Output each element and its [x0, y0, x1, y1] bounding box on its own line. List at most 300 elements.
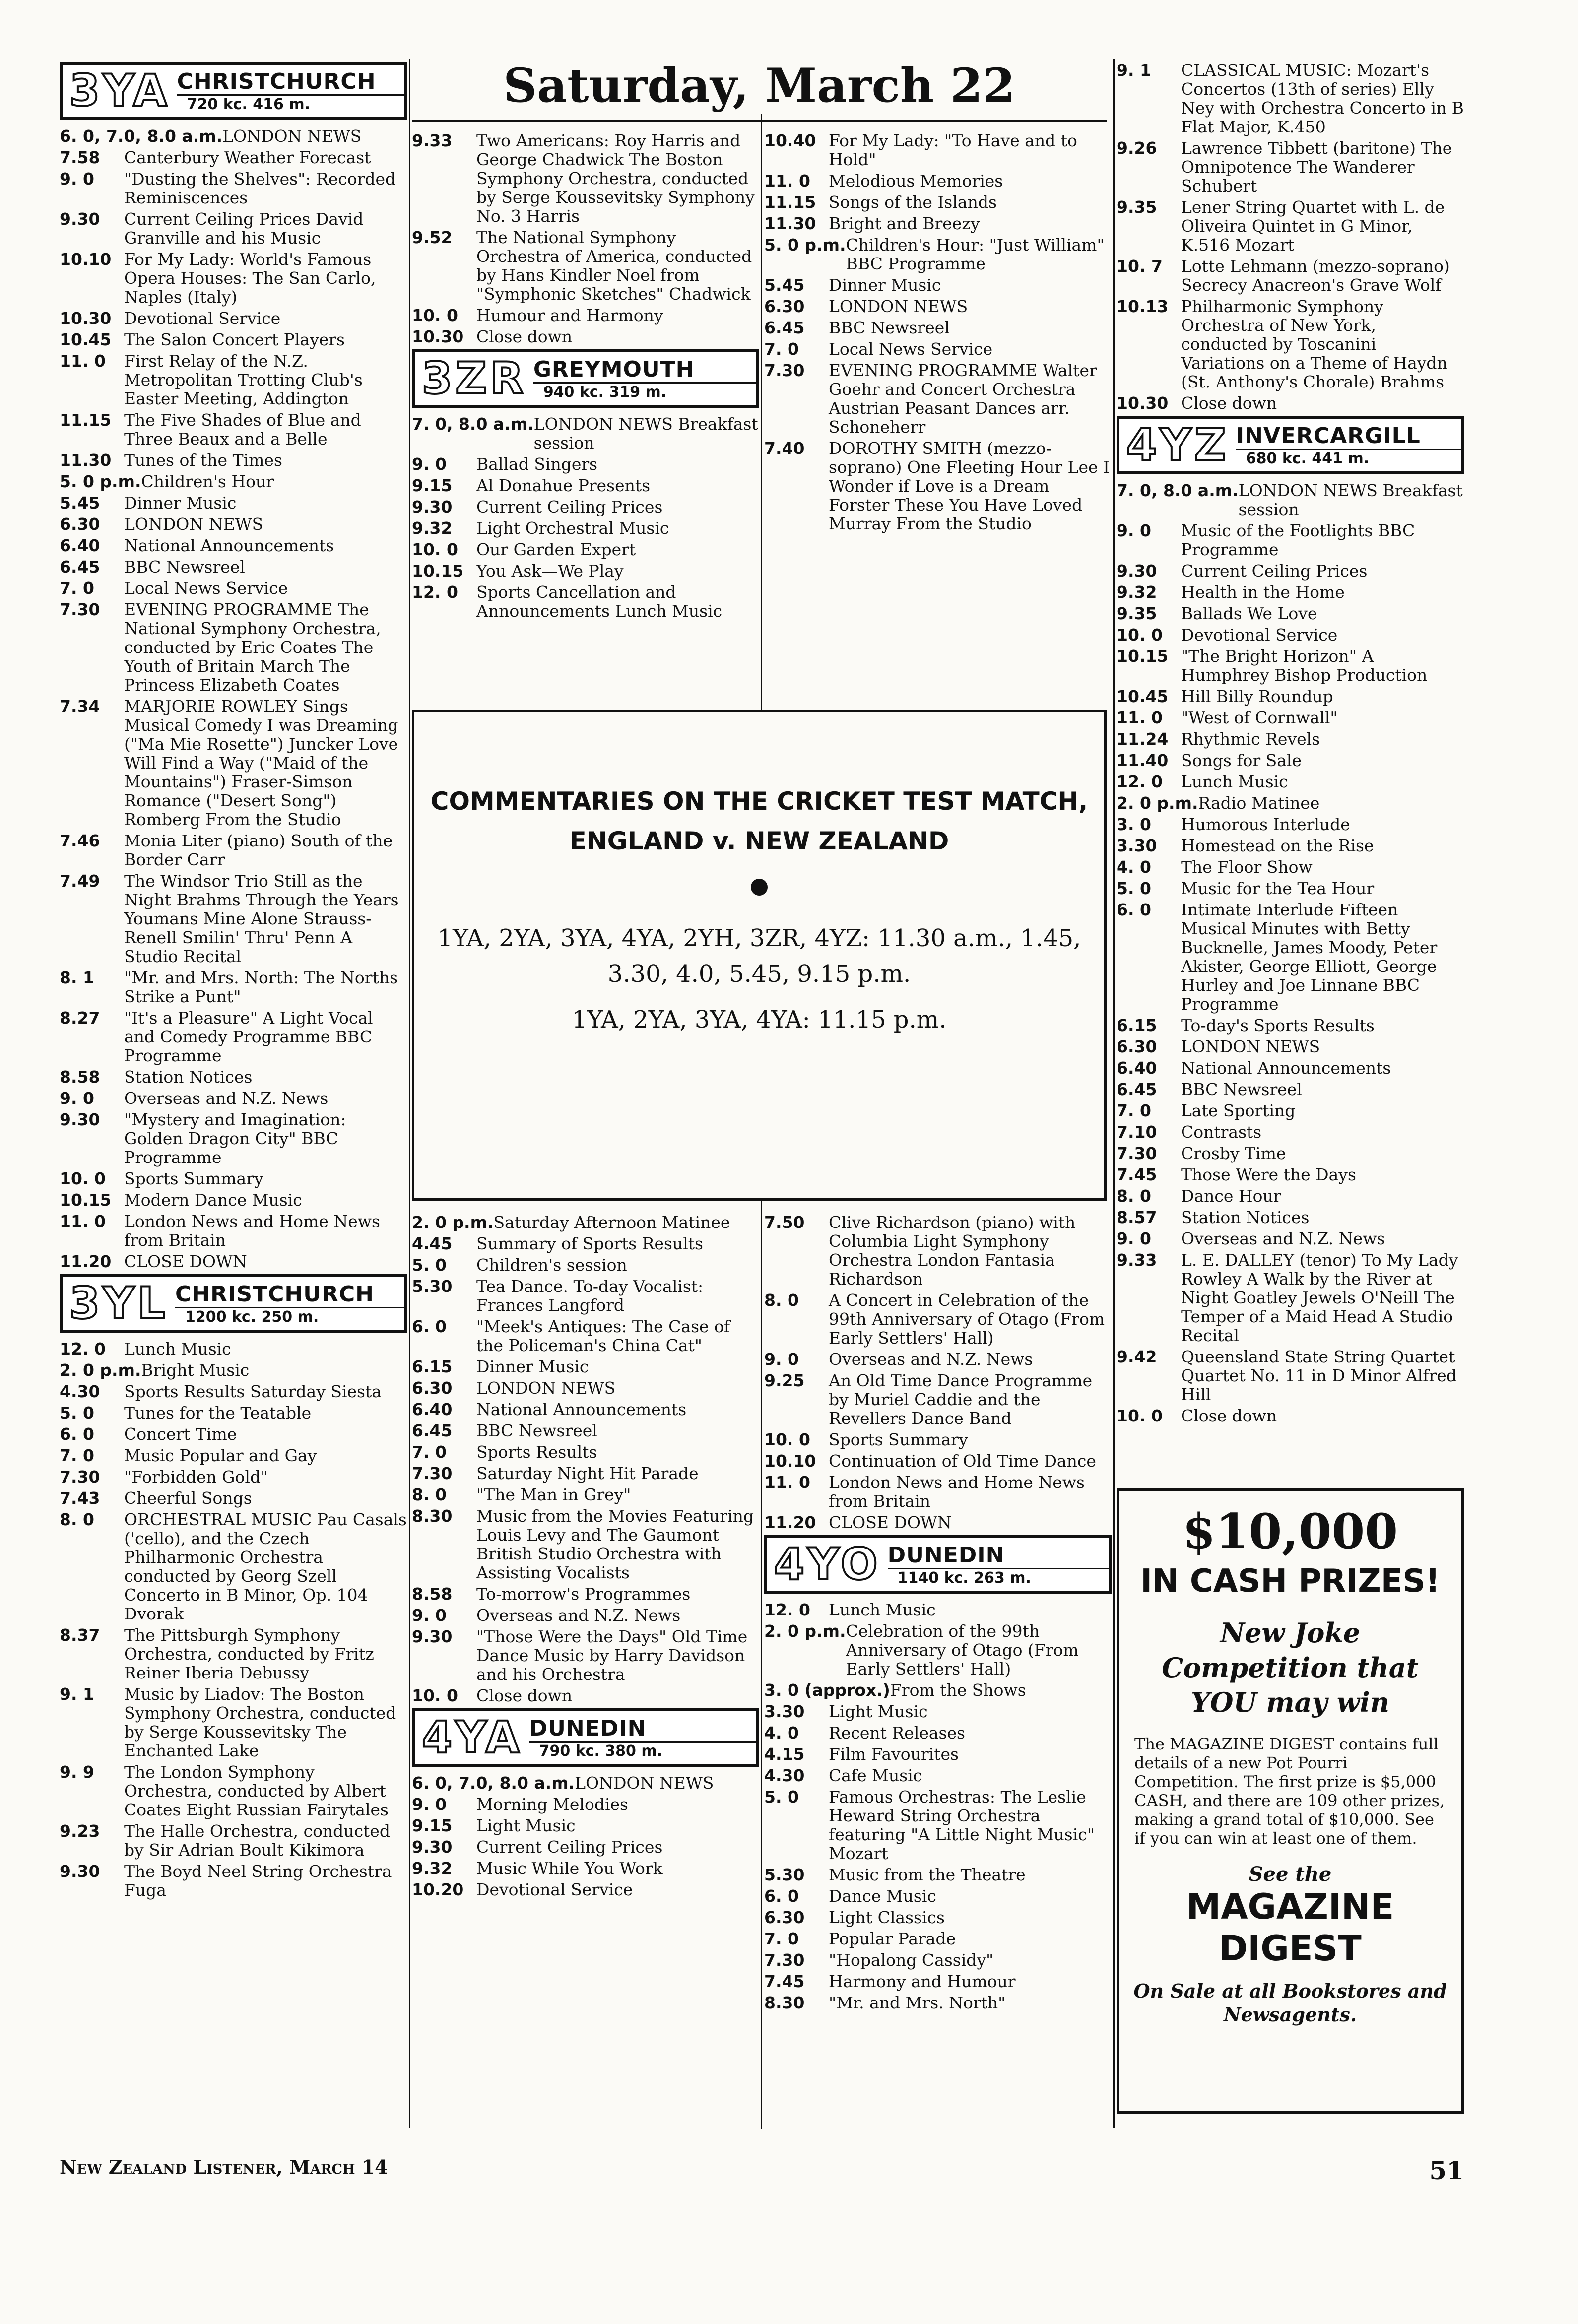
schedule-row — [764, 1724, 1112, 1743]
schedule-row — [1117, 394, 1464, 413]
schedule-row — [60, 330, 407, 349]
schedule-row — [1117, 562, 1464, 581]
schedule-3yl — [60, 1340, 407, 1900]
station-frequency: 720 kc. 416 m. — [187, 95, 311, 113]
schedule-row — [764, 131, 1112, 169]
station-city: DUNEDIN — [529, 1716, 756, 1743]
schedule-row — [1117, 751, 1464, 770]
schedule-time: 11.15 — [764, 193, 816, 212]
schedule-program: Devotional Service — [124, 309, 281, 328]
schedule-program: Close down — [476, 1686, 573, 1705]
schedule-row — [412, 519, 759, 538]
schedule-time: 10.10 — [60, 250, 112, 269]
schedule-program: "Hopalong Cassidy" — [829, 1950, 994, 1970]
schedule-row — [1117, 583, 1464, 602]
schedule-time: 7.50 — [764, 1213, 805, 1232]
schedule-row — [764, 193, 1112, 212]
schedule-program: Saturday Night Hit Parade — [476, 1464, 699, 1483]
schedule-row — [60, 600, 407, 695]
schedule-row — [412, 476, 759, 495]
schedule-row — [60, 411, 407, 449]
schedule-row — [412, 1256, 759, 1275]
schedule-time: 2. 0 p.m. — [764, 1621, 846, 1641]
station-header-3ya — [60, 62, 407, 120]
schedule-time: 6. 0, 7.0, 8.0 a.m. — [412, 1773, 575, 1793]
schedule-row — [412, 327, 759, 346]
station-city: GREYMOUTH — [533, 357, 756, 384]
schedule-program: For My Lady: World's Famous Opera Houses: The San Carlo, Naples (Italy) — [124, 250, 376, 307]
ad-tagline: New Joke Competition that YOU may win — [1162, 1617, 1419, 1718]
schedule-program: "The Bright Horizon" A Humphrey Bishop Production — [1181, 646, 1428, 685]
schedule-row — [1117, 1037, 1464, 1056]
station-frequency: 790 kc. 380 m. — [539, 1742, 663, 1760]
schedule-program: LONDON NEWS — [476, 1378, 616, 1398]
schedule-row — [60, 1626, 407, 1682]
schedule-program: The Pittsburgh Symphony Orchestra, conducted by Fritz Reiner Iberia Debussy — [124, 1625, 374, 1682]
schedule-row — [60, 1110, 407, 1167]
station-city: CHRISTCHURCH — [177, 69, 404, 96]
schedule-time: 3. 0 — [1117, 815, 1151, 834]
ad-on-sale: On Sale at all Bookstores and Newsagents. — [1133, 1980, 1447, 2026]
schedule-row — [412, 1606, 759, 1625]
schedule-program: Dance Hour — [1181, 1186, 1281, 1206]
cricket-times-1: 1YA, 2YA, 3YA, 4YA, 2YH, 3ZR, 4YZ: 11.30 a.m., 1.45, 3.30, 4.0, 5.45, 9.15 p.m. — [437, 924, 1081, 988]
schedule-time: 5. 0 p.m. — [764, 235, 846, 255]
schedule-time: 9. 0 — [60, 1089, 94, 1108]
schedule-row — [412, 131, 759, 226]
schedule-program: An Old Time Dance Programme by Muriel Caddie and the Revellers Dance Band — [829, 1371, 1093, 1428]
schedule-program: ORCHESTRAL MUSIC Pau Casals ('cello), and the Czech Philharmonic Orchestra conducted by Georg Szell Concerto in B Minor, Op. 104 Dvorak — [124, 1510, 407, 1623]
schedule-time: 7.46 — [60, 831, 100, 850]
schedule-row — [60, 558, 407, 577]
schedule-row — [1117, 1348, 1464, 1404]
schedule-time: 5. 0 — [764, 1787, 799, 1807]
schedule-program: Devotional Service — [1181, 625, 1338, 645]
schedule-time: 7.10 — [1117, 1122, 1157, 1142]
schedule-time: 6.30 — [412, 1378, 453, 1398]
schedule-time: 6.30 — [764, 297, 805, 316]
schedule-program: Lener String Quartet with L. de Oliveira Quintet in G Minor, K.516 Mozart — [1181, 197, 1445, 255]
schedule-time: 6.40 — [412, 1400, 453, 1419]
schedule-time: 10. 0 — [412, 1686, 458, 1705]
schedule-row — [412, 306, 759, 325]
schedule-program: Music by Liadov: The Boston Symphony Orchestra, conducted by Serge Koussevitsky The Enchanted Lake — [124, 1684, 396, 1760]
schedule-program: From the Shows — [890, 1680, 1026, 1700]
schedule-row — [1117, 257, 1464, 295]
station-frequency: 1140 kc. 263 m. — [897, 1569, 1031, 1587]
schedule-row — [60, 1212, 407, 1250]
schedule-row — [412, 415, 759, 452]
schedule-program: Dinner Music — [124, 493, 237, 513]
schedule-program: The Boyd Neel String Orchestra Fuga — [124, 1862, 392, 1900]
schedule-program: Current Ceiling Prices — [1181, 561, 1368, 581]
schedule-row — [764, 1930, 1112, 1948]
schedule-time: 10.15 — [1117, 646, 1169, 666]
schedule-row — [60, 1404, 407, 1422]
schedule-time: 10.30 — [412, 327, 464, 346]
schedule-row — [764, 1681, 1112, 1700]
schedule-row — [1117, 1251, 1464, 1345]
page-number: 51 — [1429, 2156, 1464, 2185]
schedule-row — [60, 1468, 407, 1486]
schedule-row — [1117, 1016, 1464, 1035]
schedule-time: 7. 0 — [412, 1442, 447, 1462]
schedule-program: EVENING PROGRAMME Walter Goehr and Concert Orchestra Austrian Peasant Dances arr. Schoneherr — [829, 361, 1097, 437]
schedule-time: 9. 0 — [412, 1606, 447, 1625]
schedule-time: 7. 0 — [60, 1446, 94, 1465]
schedule-row — [412, 1838, 759, 1857]
schedule-program: LONDON NEWS — [829, 297, 968, 316]
schedule-time: 12. 0 — [412, 582, 458, 602]
schedule-row — [412, 1317, 759, 1355]
schedule-time: 11.24 — [1117, 729, 1169, 749]
schedule-row — [764, 1622, 1112, 1678]
schedule-time: 8. 0 — [60, 1510, 94, 1529]
schedule-program: Light Music — [476, 1816, 576, 1835]
column-3 — [764, 129, 1112, 536]
schedule-time: 2. 0 p.m. — [1117, 793, 1198, 813]
schedule-time: 7.45 — [764, 1972, 805, 1991]
schedule-time: 11.15 — [60, 410, 112, 430]
schedule-row — [764, 1473, 1112, 1511]
schedule-program: Lotte Lehmann (mezzo-soprano) Secrecy Anacreon's Grave Wolf — [1181, 257, 1450, 295]
schedule-program: Summary of Sports Results — [476, 1234, 703, 1253]
schedule-row — [412, 1421, 759, 1440]
schedule-row — [1117, 773, 1464, 791]
schedule-time: 10.45 — [60, 330, 112, 349]
schedule-time: 8. 1 — [60, 968, 94, 987]
schedule-program: BBC Newsreel — [124, 557, 245, 577]
schedule-row — [412, 1213, 759, 1232]
cricket-heading: COMMENTARIES ON THE CRICKET TEST MATCH, ENGLAND v. NEW ZEALAND — [430, 787, 1088, 855]
schedule-3zr — [412, 415, 759, 621]
schedule-row — [1117, 604, 1464, 623]
schedule-time: 8. 0 — [1117, 1186, 1151, 1206]
schedule-time: 6. 0 — [1117, 900, 1151, 919]
schedule-time: 6. 0 — [412, 1317, 447, 1336]
column-divider — [761, 1201, 762, 2129]
schedule-row — [764, 1972, 1112, 1991]
schedule-row — [60, 1169, 407, 1188]
schedule-program: Radio Matinee — [1198, 793, 1320, 813]
schedule-row — [60, 697, 407, 829]
schedule-4ya — [412, 1774, 759, 1899]
schedule-program: Harmony and Humour — [829, 1972, 1016, 1991]
schedule-program: Melodious Memories — [829, 171, 1003, 191]
schedule-program: MARJORIE ROWLEY Sings Musical Comedy I was Dreaming ("Ma Mie Rosette") Juncker Love Will Find a Way ("Maid of the Mountains") Fraser-Simson Romance ("Desert Song") Romberg From the Studio — [124, 697, 398, 829]
schedule-program: Close down — [476, 327, 573, 346]
schedule-time: 8. 0 — [412, 1485, 447, 1504]
schedule-program: Cheerful Songs — [124, 1488, 252, 1508]
schedule-time: 8.58 — [60, 1067, 100, 1087]
schedule-row — [764, 1291, 1112, 1348]
ad-see-the: See the — [1249, 1863, 1332, 1886]
schedule-time: 8.27 — [60, 1008, 100, 1028]
schedule-time: 7.58 — [60, 148, 100, 167]
schedule-row — [764, 1213, 1112, 1289]
schedule-row — [764, 172, 1112, 191]
schedule-row — [60, 250, 407, 307]
schedule-program: Humour and Harmony — [476, 306, 663, 325]
schedule-program: Music from the Theatre — [829, 1865, 1026, 1884]
schedule-row — [1117, 858, 1464, 877]
schedule-program: EVENING PROGRAMME The National Symphony Orchestra, conducted by Eric Coates The Youth of Britain March The Princess Elizabeth Coates — [124, 600, 381, 695]
schedule-program: First Relay of the N.Z. Metropolitan Trotting Club's Easter Meeting, Addington — [124, 351, 363, 408]
schedule-time: 9. 1 — [60, 1684, 94, 1704]
schedule-time: 9.30 — [60, 1110, 100, 1129]
schedule-time: 9. 0 — [60, 169, 94, 189]
schedule-time: 4.30 — [60, 1382, 100, 1401]
schedule-program: Lunch Music — [1181, 772, 1288, 791]
schedule-row — [412, 1627, 759, 1684]
schedule-program: Sports Cancellation and Announcements Lunch Music — [476, 582, 723, 621]
schedule-row — [1117, 481, 1464, 519]
schedule-program: Famous Orchestras: The Leslie Heward String Orchestra featuring "A Little Night Music" Mozart — [829, 1787, 1095, 1863]
schedule-time: 4. 0 — [764, 1723, 799, 1743]
schedule-program: Light Music — [829, 1702, 928, 1721]
schedule-time: 6.40 — [60, 536, 100, 555]
schedule-row — [412, 1485, 759, 1504]
schedule-time: 9.33 — [412, 131, 453, 150]
schedule-program: Cafe Music — [829, 1766, 922, 1785]
schedule-row — [764, 1430, 1112, 1449]
schedule-program: LONDON NEWS — [1181, 1037, 1320, 1056]
schedule-row — [60, 210, 407, 248]
schedule-row — [412, 583, 759, 621]
schedule-time: 6.45 — [60, 557, 100, 577]
schedule-program: The Halle Orchestra, conducted by Sir Adrian Boult Kikimora — [124, 1821, 390, 1860]
schedule-program: London News and Home News from Britain — [829, 1473, 1085, 1511]
schedule-time: 7.49 — [60, 871, 100, 891]
schedule-time: 11. 0 — [60, 351, 106, 371]
schedule-4ya-continued — [764, 131, 1112, 533]
schedule-program: Sports Results Saturday Siesta — [124, 1382, 382, 1401]
schedule-time: 7.43 — [60, 1488, 100, 1508]
schedule-row — [412, 1277, 759, 1315]
column-1 — [60, 59, 407, 1902]
schedule-row — [60, 148, 407, 167]
schedule-program: A Concert in Celebration of the 99th Anniversary of Otago (From Early Settlers' Hall) — [829, 1291, 1105, 1348]
schedule-program: Intimate Interlude Fifteen Musical Minutes with Betty Bucknelle, James Moody, Peter Akister, George Elliott, George Hurley and Joe Linnane BBC Programme — [1181, 900, 1438, 1014]
schedule-row — [412, 1357, 759, 1376]
schedule-row — [764, 1951, 1112, 1970]
schedule-row — [1117, 879, 1464, 898]
schedule-program: Al Donahue Presents — [476, 476, 651, 495]
schedule-time: 10.30 — [1117, 393, 1169, 413]
schedule-program: Light Orchestral Music — [476, 518, 669, 538]
schedule-program: Current Ceiling Prices — [476, 1837, 663, 1857]
schedule-time: 6.45 — [764, 318, 805, 337]
schedule-row — [60, 472, 407, 491]
schedule-row — [764, 1908, 1112, 1927]
schedule-time: 8.58 — [412, 1584, 453, 1604]
schedule-row — [412, 540, 759, 559]
schedule-program: Saturday Afternoon Matinee — [493, 1213, 730, 1232]
schedule-program: London News and Home News from Britain — [124, 1212, 380, 1250]
schedule-time: 12. 0 — [60, 1339, 106, 1358]
schedule-row — [1117, 647, 1464, 685]
schedule-row — [60, 536, 407, 555]
schedule-time: 10.40 — [764, 131, 816, 150]
schedule-row — [412, 1686, 759, 1705]
schedule-program: Devotional Service — [476, 1880, 633, 1899]
schedule-time: 9.42 — [1117, 1347, 1157, 1366]
schedule-row — [60, 1089, 407, 1108]
schedule-time: 7. 0 — [764, 339, 799, 359]
schedule-row — [60, 1489, 407, 1508]
schedule-row — [764, 297, 1112, 316]
station-frequency: 1200 kc. 250 m. — [185, 1308, 319, 1326]
schedule-program: Bright Music — [141, 1360, 250, 1380]
schedule-row — [1117, 198, 1464, 255]
station-logo-3yl: 3YL — [69, 1278, 169, 1329]
schedule-3ya-continued — [412, 131, 759, 346]
schedule-row — [60, 494, 407, 513]
schedule-time: 11. 0 — [1117, 708, 1163, 727]
schedule-program: National Announcements — [1181, 1058, 1391, 1078]
ad-body: The MAGAZINE DIGEST contains full details of a new Pot Pourri Competition. The first prize is $5,000 CASH, and there are 109 other prizes, making a grand total of $10,000. See if you can win at least one of them. — [1134, 1735, 1445, 1848]
schedule-program: CLOSE DOWN — [124, 1252, 247, 1271]
schedule-row — [60, 352, 407, 408]
schedule-program: To-morrow's Programmes — [476, 1584, 691, 1604]
schedule-row — [764, 214, 1112, 233]
schedule-time: 9. 0 — [1117, 1229, 1151, 1248]
schedule-program: Dinner Music — [476, 1357, 589, 1376]
schedule-row — [1117, 709, 1464, 727]
schedule-program: Two Americans: Roy Harris and George Chadwick The Boston Symphony Orchestra, conducted by Serge Koussevitsky Symphony No. 3 Harris — [476, 131, 755, 226]
ad-amount: $10,000 — [1182, 1503, 1398, 1559]
schedule-4yo — [764, 1601, 1112, 2012]
station-header-4ya — [412, 1708, 759, 1767]
schedule-program: Tunes for the Teatable — [124, 1403, 312, 1422]
schedule-program: Homestead on the Rise — [1181, 836, 1374, 855]
schedule-row — [60, 1446, 407, 1465]
schedule-time: 7. 0, 8.0 a.m. — [412, 414, 534, 434]
column-divider — [761, 114, 762, 710]
schedule-time: 6.45 — [412, 1421, 453, 1440]
schedule-time: 9. 0 — [1117, 521, 1151, 540]
station-header-3yl — [60, 1274, 407, 1333]
schedule-time: 8.30 — [412, 1506, 453, 1526]
schedule-time: 9. 1 — [1117, 61, 1151, 80]
schedule-program: Those Were the Days — [1181, 1165, 1356, 1184]
schedule-row — [764, 276, 1112, 295]
schedule-time: 9.33 — [1117, 1250, 1157, 1270]
schedule-row — [60, 579, 407, 598]
station-header-3zr — [412, 349, 759, 408]
schedule-row — [764, 1371, 1112, 1428]
schedule-program: The London Symphony Orchestra, conducted by Albert Coates Eight Russian Fairytales — [124, 1762, 389, 1819]
schedule-program: Local News Service — [124, 579, 288, 598]
schedule-time: 3. 0 (approx.) — [764, 1680, 890, 1700]
schedule-row — [764, 1788, 1112, 1863]
schedule-time: 9. 0 — [412, 454, 447, 474]
schedule-time: 3.30 — [1117, 836, 1157, 855]
column-2-body — [412, 129, 759, 623]
schedule-program: "Dusting the Shelves": Recorded Reminiscences — [124, 169, 396, 207]
schedule-row — [1117, 1144, 1464, 1163]
schedule-time: 6. 0 — [764, 1886, 799, 1906]
schedule-time: 7. 0 — [60, 579, 94, 598]
schedule-program: Health in the Home — [1181, 582, 1345, 602]
schedule-program: Overseas and N.Z. News — [829, 1350, 1033, 1369]
schedule-program: National Announcements — [124, 536, 334, 555]
schedule-time: 8.30 — [764, 1993, 805, 2012]
bullet-dot-icon — [751, 879, 768, 896]
schedule-row — [60, 968, 407, 1006]
schedule-time: 8. 0 — [764, 1291, 799, 1310]
schedule-row — [764, 361, 1112, 437]
schedule-time: 5. 0 — [412, 1255, 447, 1275]
schedule-row — [60, 1862, 407, 1900]
schedule-3zr-continued — [412, 1213, 759, 1705]
schedule-row — [60, 1763, 407, 1819]
schedule-program: Lunch Music — [829, 1600, 936, 1619]
schedule-time: 7. 0 — [764, 1929, 799, 1948]
schedule-time: 12. 0 — [1117, 772, 1163, 791]
schedule-time: 5. 0 — [60, 1403, 94, 1422]
schedule-time: 6.15 — [412, 1357, 453, 1376]
page-title: Saturday, March 22 — [412, 59, 1107, 122]
schedule-program: Recent Releases — [829, 1723, 965, 1743]
schedule-program: The Windsor Trio Still as the Night Brahms Through the Years Youmans Mine Alone Strauss-Renell Smilin' Thru' Penn A Studio Recital — [124, 871, 399, 966]
schedule-program: Music Popular and Gay — [124, 1446, 317, 1465]
schedule-program: Crosby Time — [1181, 1144, 1286, 1163]
schedule-row — [764, 1452, 1112, 1471]
column-4 — [1117, 59, 1464, 1428]
schedule-program: BBC Newsreel — [1181, 1080, 1302, 1099]
schedule-row — [412, 228, 759, 304]
schedule-row — [1117, 1101, 1464, 1120]
station-logo-3ya: 3YA — [69, 65, 170, 116]
schedule-program: Dance Music — [829, 1886, 936, 1906]
schedule-time: 11.30 — [764, 214, 816, 233]
schedule-row — [60, 451, 407, 470]
schedule-time: 11.40 — [1117, 751, 1169, 770]
schedule-program: Modern Dance Music — [124, 1190, 302, 1210]
schedule-program: Current Ceiling Prices — [476, 497, 663, 516]
schedule-time: 11. 0 — [764, 171, 810, 191]
schedule-program: "Those Were the Days" Old Time Dance Music by Harry Davidson and his Orchestra — [476, 1627, 748, 1684]
schedule-row — [60, 1685, 407, 1760]
station-city: CHRISTCHURCH — [175, 1282, 404, 1308]
schedule-row — [60, 1822, 407, 1860]
schedule-3ya — [60, 127, 407, 1271]
schedule-time: 9.25 — [764, 1371, 805, 1390]
schedule-program: Tunes of the Times — [124, 451, 282, 470]
schedule-time: 7.30 — [764, 1950, 805, 1970]
schedule-time: 5.30 — [764, 1865, 805, 1884]
column-2-lower — [412, 1211, 759, 1902]
schedule-time: 7. 0, 8.0 a.m. — [1117, 481, 1239, 500]
schedule-program: Humorous Interlude — [1181, 815, 1350, 834]
schedule-program: Current Ceiling Prices David Granville and his Music — [124, 209, 364, 248]
schedule-time: 11.30 — [60, 451, 112, 470]
schedule-row — [1117, 626, 1464, 645]
schedule-time: 11. 0 — [60, 1212, 106, 1231]
station-frequency: 940 kc. 319 m. — [543, 383, 667, 401]
schedule-row — [60, 1009, 407, 1065]
schedule-time: 9.35 — [1117, 197, 1157, 217]
schedule-row — [1117, 1165, 1464, 1184]
schedule-row — [1117, 730, 1464, 749]
station-logo-4ya: 4YA — [422, 1712, 523, 1763]
column-3-lower — [764, 1211, 1112, 2015]
schedule-program: Morning Melodies — [476, 1795, 628, 1814]
schedule-time: 9.30 — [60, 209, 100, 229]
schedule-program: Children's session — [476, 1255, 627, 1275]
schedule-row — [764, 1887, 1112, 1906]
